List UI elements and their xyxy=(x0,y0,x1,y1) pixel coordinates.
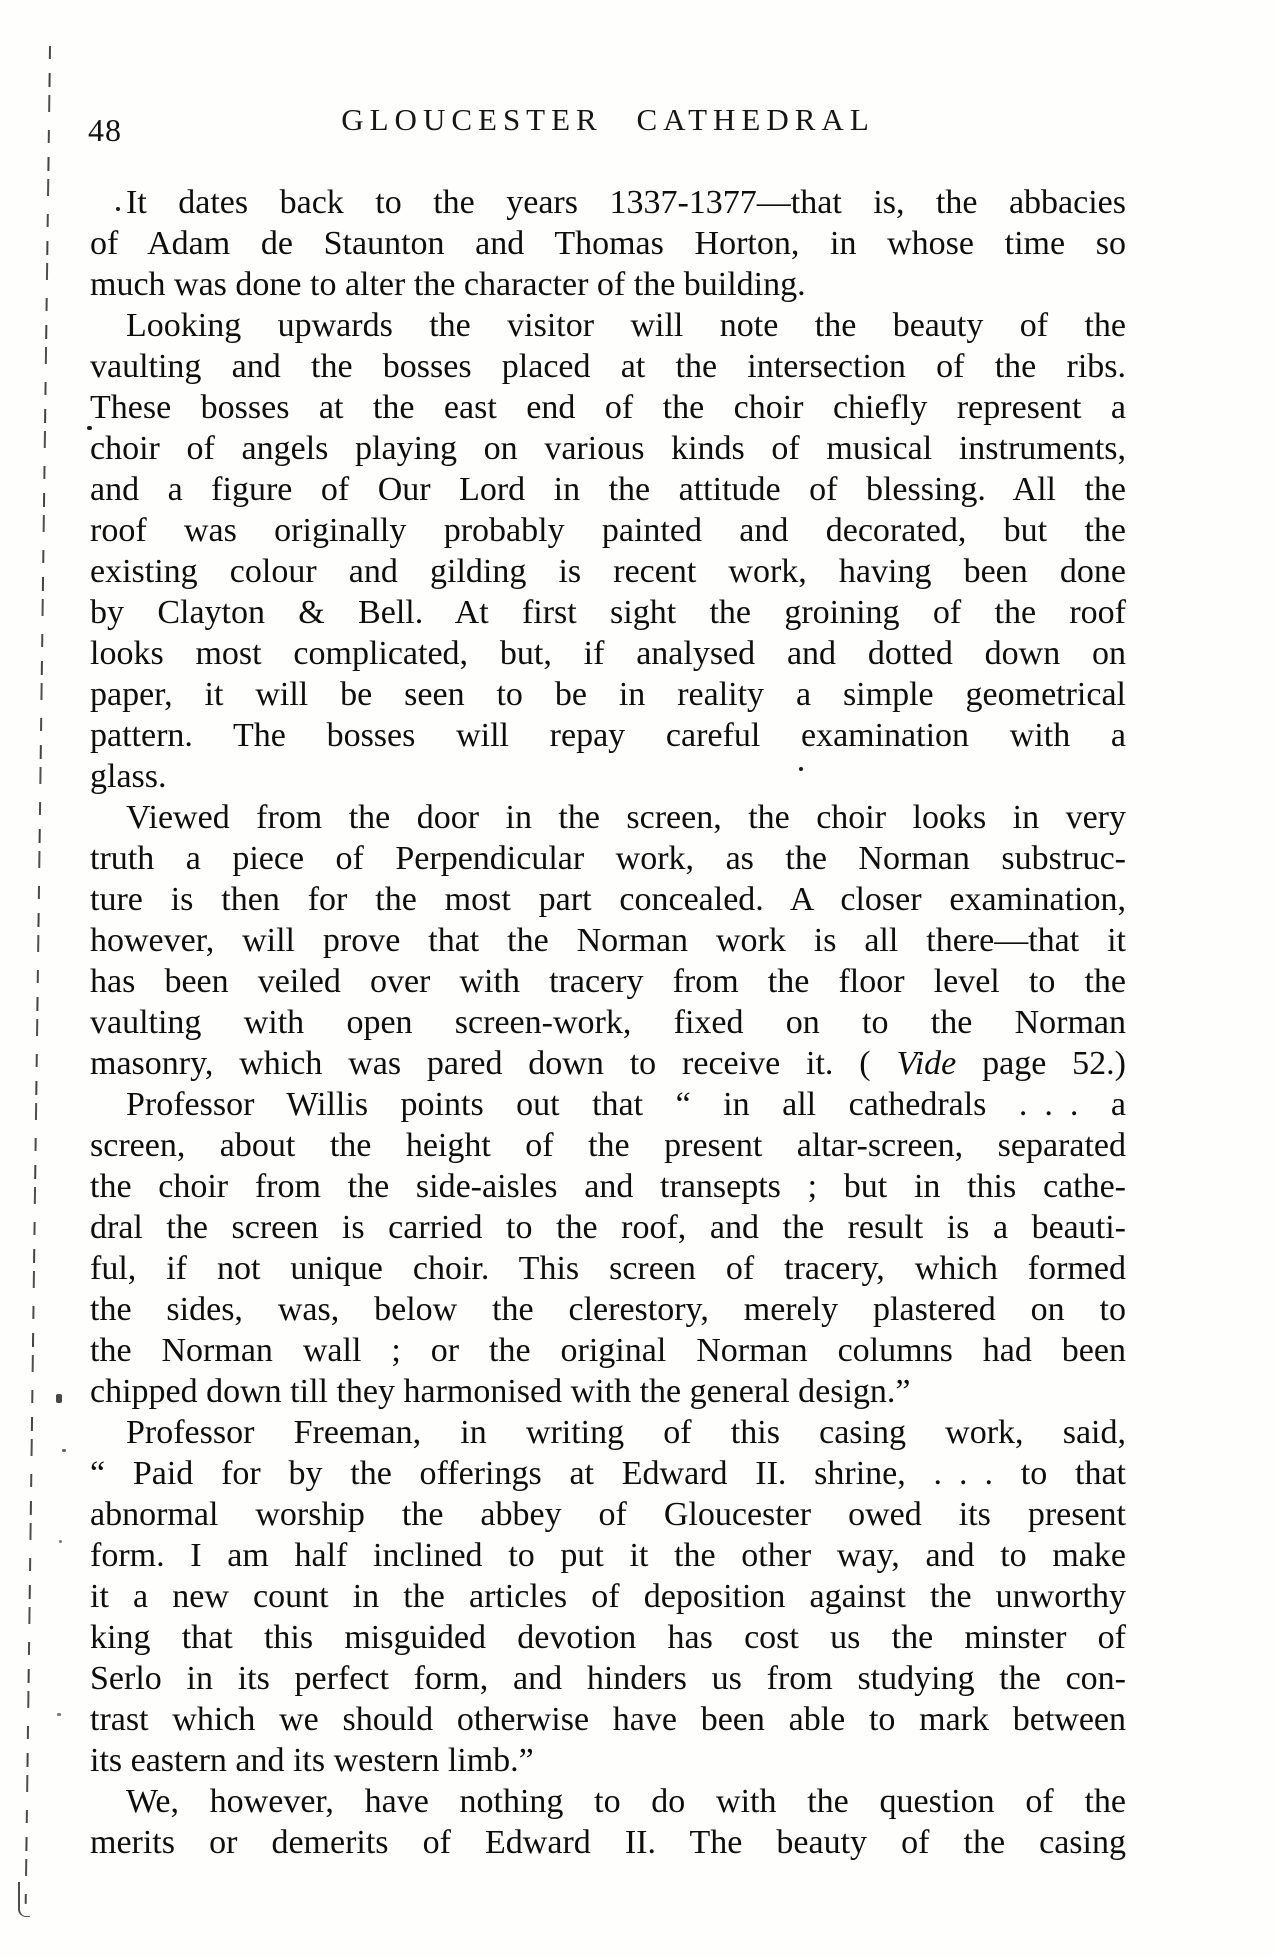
text-line: ture is then for the most part concealed. A closer examination, xyxy=(90,881,1126,918)
text-line: however, will prove that the Norman work is all there—that it xyxy=(90,922,1126,959)
scan-speck xyxy=(62,1449,66,1452)
text-line: the Norman wall ; or the original Norman columns had been xyxy=(90,1332,1126,1369)
text-line: glass. xyxy=(90,758,167,795)
text-line: We, however, have nothing to do with the question of the xyxy=(126,1783,1126,1820)
page-number: 48 xyxy=(88,112,122,148)
text-line: existing colour and gilding is recent work, having been done xyxy=(90,553,1126,590)
paragraph xyxy=(90,182,1126,305)
text-line: Viewed from the door in the screen, the choir looks in very xyxy=(126,799,1126,836)
text-line: has been veiled over with tracery from the floor level to the xyxy=(90,963,1126,1000)
scan-corner-mark xyxy=(18,1882,30,1917)
text-line: pattern. The bosses will repay careful examination with a xyxy=(90,717,1126,754)
text-line: much was done to alter the character of the building. xyxy=(90,266,806,303)
text-line: by Clayton & Bell. At first sight the groining of the roof xyxy=(90,594,1126,631)
body-text xyxy=(90,182,1126,1863)
paragraph xyxy=(90,1412,1126,1781)
text-line: form. I am half inclined to put it the other way, and to make xyxy=(90,1537,1126,1574)
text-line: chipped down till they harmonised with the general design.” xyxy=(90,1373,911,1410)
text-line: “ Paid for by the offerings at Edward II. shrine, . . . to that xyxy=(90,1455,1126,1492)
text-line: screen, about the height of the present altar-screen, separated xyxy=(90,1127,1126,1164)
scan-speck xyxy=(57,1713,61,1716)
text-line: of Adam de Staunton and Thomas Horton, in whose time so xyxy=(90,225,1126,262)
text-line: and a figure of Our Lord in the attitude of blessing. All the xyxy=(90,471,1126,508)
text-line: vaulting and the bosses placed at the intersection of the ribs. xyxy=(90,348,1126,385)
text-line: ful, if not unique choir. This screen of tracery, which formed xyxy=(90,1250,1126,1287)
text-line: Looking upwards the visitor will note the beauty of the xyxy=(126,307,1126,344)
text-line: it a new count in the articles of deposition against the unworthy xyxy=(90,1578,1126,1615)
paragraph xyxy=(90,1084,1126,1412)
text-line: Professor Freeman, in writing of this casing work, said, xyxy=(126,1414,1126,1451)
text-line: abnormal worship the abbey of Gloucester owed its present xyxy=(90,1496,1126,1533)
paragraph xyxy=(90,305,1126,797)
text-line: choir of angels playing on various kinds of musical instruments, xyxy=(90,430,1126,467)
scan-speck xyxy=(56,1394,62,1403)
text-line: roof was originally probably painted and decorated, but the xyxy=(90,512,1126,549)
text-line: the sides, was, below the clerestory, merely plastered on to xyxy=(90,1291,1126,1328)
text-line: These bosses at the east end of the choir chiefly represent a xyxy=(90,389,1126,426)
paragraph xyxy=(90,1781,1126,1863)
text-line: the choir from the side-aisles and transepts ; but in this cathe- xyxy=(90,1168,1126,1205)
text-line: Serlo in its perfect form, and hinders us from studying the con- xyxy=(90,1660,1126,1697)
text-line: paper, it will be seen to be in reality a simple geometrical xyxy=(90,676,1126,713)
scan-gutter-line xyxy=(25,46,51,1904)
text-line: king that this misguided devotion has cost us the minster of xyxy=(90,1619,1126,1656)
text-line: masonry, which was pared down to receive it. ( Vide page 52.) xyxy=(90,1045,1126,1082)
text-line: looks most complicated, but, if analysed and dotted down on xyxy=(90,635,1126,672)
text-line: truth a piece of Perpendicular work, as the Norman substruc- xyxy=(90,840,1126,877)
paragraph xyxy=(90,797,1126,1084)
text-line: Professor Willis points out that “ in all cathedrals . . . a xyxy=(126,1086,1126,1123)
scan-speck xyxy=(59,1540,62,1543)
text-line: trast which we should otherwise have been able to mark between xyxy=(90,1701,1126,1738)
running-title: GLOUCESTER CATHEDRAL xyxy=(341,102,875,137)
text-line: merits or demerits of Edward II. The beauty of the casing xyxy=(90,1824,1126,1861)
text-line: It dates back to the years 1337-1377—that is, the abbacies xyxy=(126,184,1126,221)
text-line: dral the screen is carried to the roof, and the result is a beauti- xyxy=(90,1209,1126,1246)
text-line: its eastern and its western limb.” xyxy=(90,1742,534,1779)
text-line: vaulting with open screen-work, fixed on to the Norman xyxy=(90,1004,1126,1041)
